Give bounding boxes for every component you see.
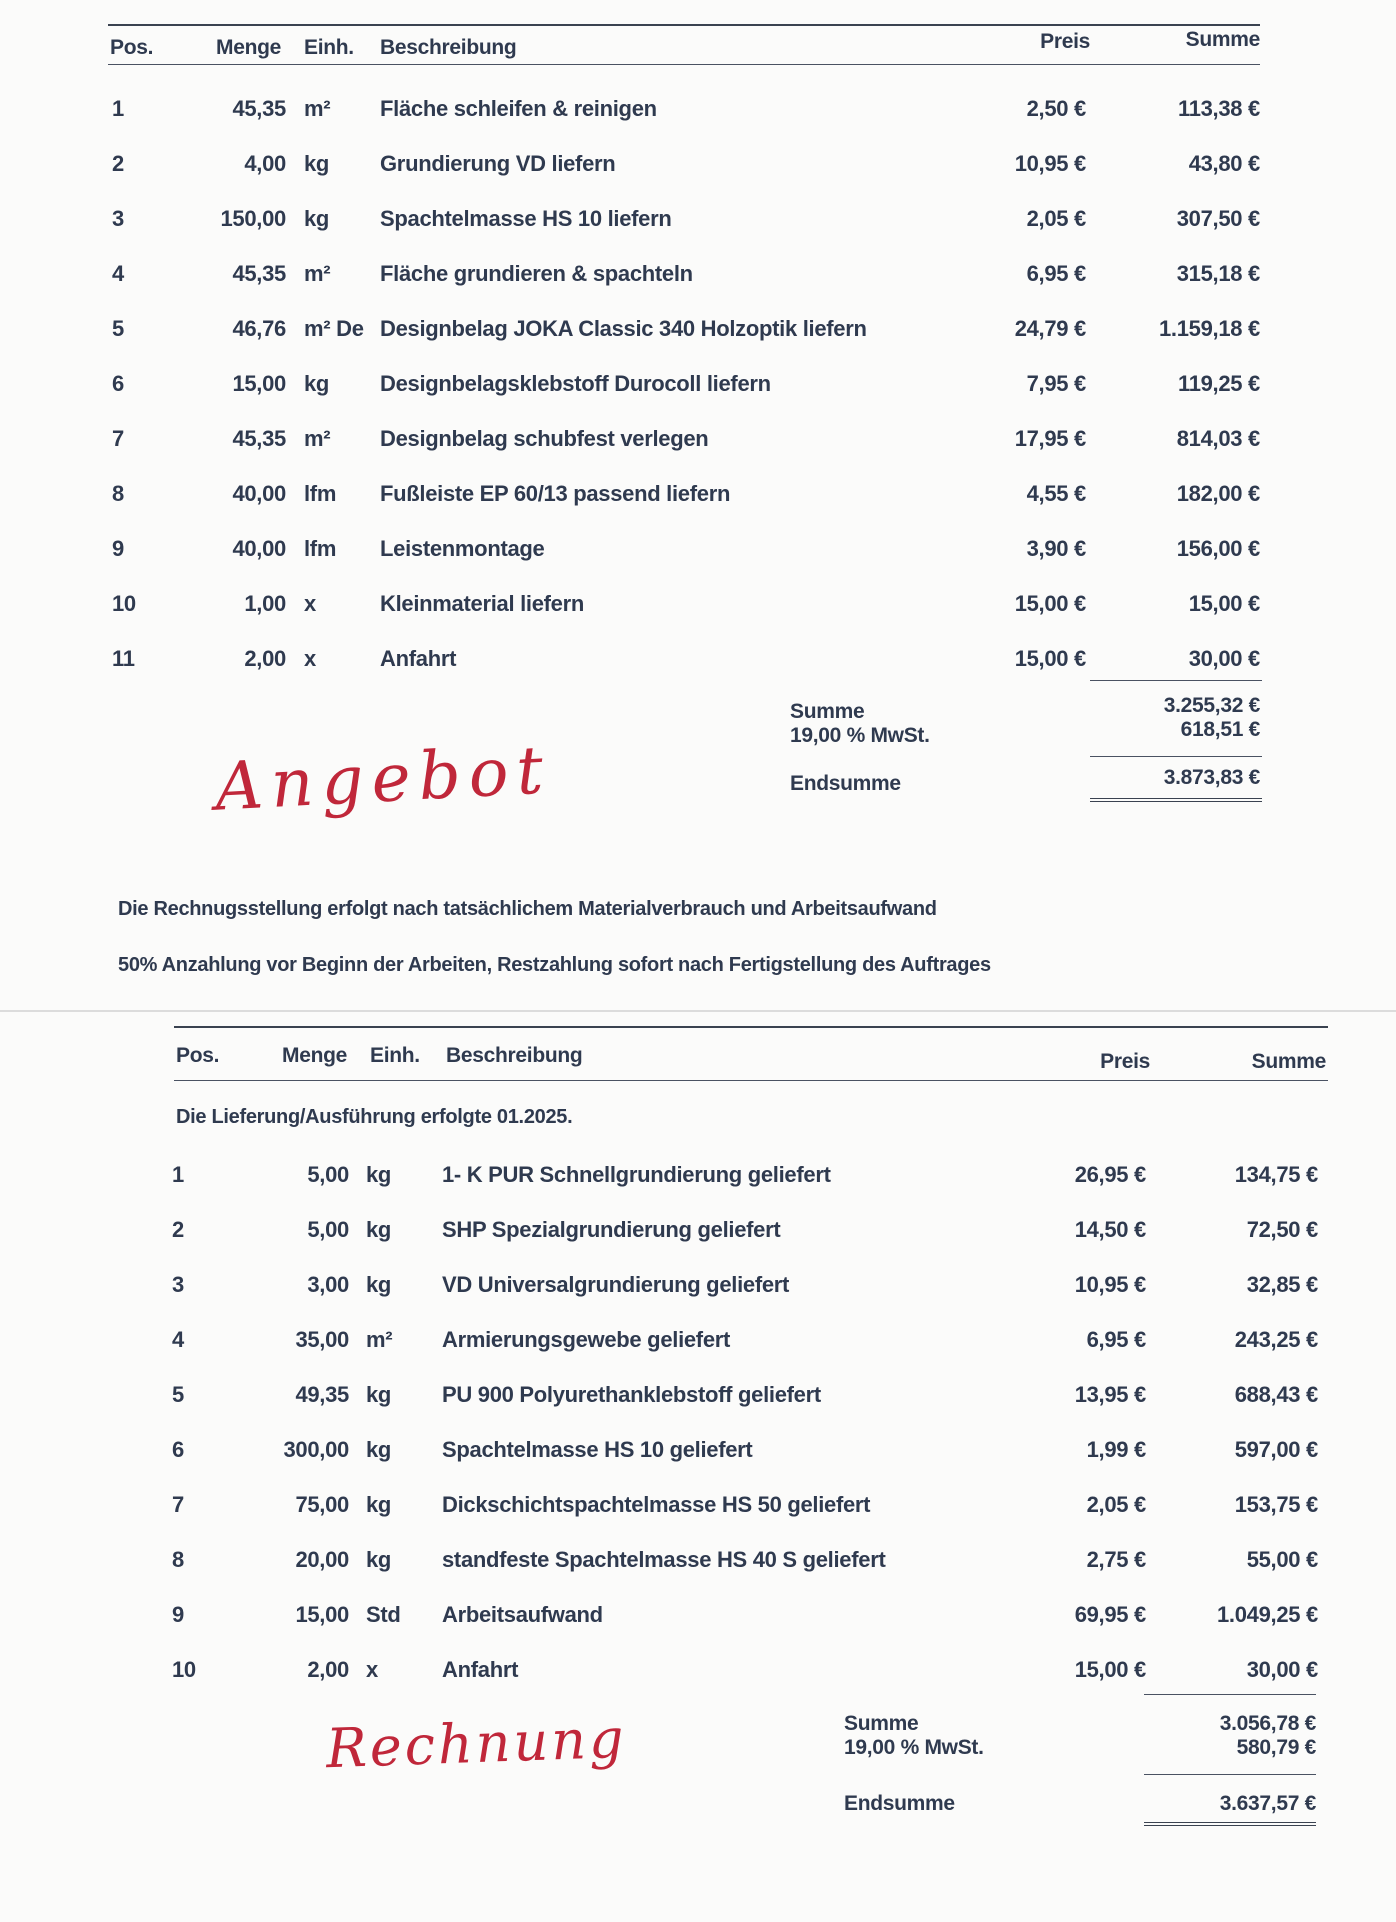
offer-cell-preis: 17,95 € xyxy=(1014,426,1086,451)
invoice-endsumme-value: 3.637,57 € xyxy=(1219,1792,1316,1815)
offer-cell-menge: 15,00 xyxy=(232,371,286,396)
offer-cell-beschreibung: Fläche grundieren & spachteln xyxy=(380,261,693,286)
offer-cell-pos: 6 xyxy=(112,371,124,396)
invoice-cell-einh: Std xyxy=(366,1602,401,1627)
offer-row xyxy=(0,426,1396,466)
offer-cell-summe: 182,00 € xyxy=(1176,481,1260,506)
offer-note-billing: Die Rechnugsstellung erfolgt nach tatsächlichem Materialverbrauch und Arbeitsaufwand xyxy=(118,898,937,920)
invoice-cell-pos: 5 xyxy=(172,1382,184,1407)
invoice-mwst-label: 19,00 % MwSt. xyxy=(844,1736,984,1759)
invoice-cell-menge: 2,00 xyxy=(307,1657,349,1682)
invoice-cell-einh: kg xyxy=(366,1272,392,1297)
invoice-header-einh: Einh. xyxy=(370,1044,420,1067)
offer-cell-beschreibung: Fläche schleifen & reinigen xyxy=(380,96,657,121)
offer-cell-summe: 113,38 € xyxy=(1177,96,1260,121)
invoice-cell-beschreibung: VD Universalgrundierung geliefert xyxy=(442,1272,790,1297)
offer-endsumme-label: Endsumme xyxy=(790,772,901,795)
invoice-cell-preis: 10,95 € xyxy=(1074,1272,1146,1297)
offer-cell-einh: kg xyxy=(304,151,330,176)
invoice-cell-einh: m² xyxy=(366,1327,393,1352)
offer-row xyxy=(0,206,1396,246)
offer-cell-summe: 15,00 € xyxy=(1188,591,1260,616)
invoice-cell-beschreibung: standfeste Spachtelmasse HS 40 S geliefert xyxy=(442,1547,886,1572)
offer-cell-preis: 15,00 € xyxy=(1014,591,1086,616)
offer-mwst-value: 618,51 € xyxy=(1180,718,1260,741)
invoice-cell-summe: 55,00 € xyxy=(1246,1547,1318,1572)
invoice-endsumme-double-rule xyxy=(1144,1822,1316,1826)
invoice-subtotal-rule xyxy=(1144,1694,1316,1695)
invoice-sheet xyxy=(0,1010,1396,1922)
offer-header-preis: Preis xyxy=(1040,30,1090,53)
invoice-cell-preis: 2,75 € xyxy=(1086,1547,1146,1572)
invoice-cell-preis: 26,95 € xyxy=(1074,1162,1146,1187)
invoice-cell-einh: kg xyxy=(366,1547,392,1572)
offer-mwst-label: 19,00 % MwSt. xyxy=(790,724,930,747)
offer-header-einh: Einh. xyxy=(304,36,354,59)
invoice-cell-einh: kg xyxy=(366,1437,392,1462)
invoice-summe-value: 3.056,78 € xyxy=(1219,1712,1316,1735)
offer-cell-beschreibung: Designbelag JOKA Classic 340 Holzoptik liefern xyxy=(380,316,867,341)
invoice-cell-beschreibung: SHP Spezialgrundierung geliefert xyxy=(442,1217,781,1242)
offer-cell-summe: 119,25 € xyxy=(1177,371,1260,396)
offer-cell-menge: 40,00 xyxy=(232,536,286,561)
offer-cell-einh: lfm xyxy=(304,481,337,506)
invoice-cell-menge: 300,00 xyxy=(283,1437,349,1462)
offer-cell-preis: 24,79 € xyxy=(1014,316,1086,341)
invoice-total-rule xyxy=(1144,1774,1316,1775)
offer-subtotal-rule xyxy=(1090,680,1262,681)
offer-cell-einh: x xyxy=(304,591,316,616)
invoice-cell-summe: 597,00 € xyxy=(1234,1437,1318,1462)
offer-cell-menge: 2,00 xyxy=(244,646,286,671)
offer-cell-beschreibung: Leistenmontage xyxy=(380,536,545,561)
invoice-cell-pos: 3 xyxy=(172,1272,184,1297)
invoice-header-bottom-rule xyxy=(174,1080,1328,1081)
offer-cell-beschreibung: Kleinmaterial liefern xyxy=(380,591,585,616)
invoice-cell-preis: 6,95 € xyxy=(1086,1327,1146,1352)
invoice-header-summe: Summe xyxy=(1251,1050,1326,1073)
invoice-cell-einh: kg xyxy=(366,1382,392,1407)
offer-cell-beschreibung: Anfahrt xyxy=(380,646,457,671)
invoice-cell-pos: 8 xyxy=(172,1547,184,1572)
invoice-row xyxy=(0,1602,1396,1642)
offer-header-summe: Summe xyxy=(1185,28,1260,51)
offer-cell-menge: 150,00 xyxy=(220,206,286,231)
offer-cell-summe: 156,00 € xyxy=(1176,536,1260,561)
offer-cell-einh: m² xyxy=(304,261,331,286)
offer-cell-einh: m² De xyxy=(304,316,364,341)
invoice-cell-summe: 32,85 € xyxy=(1246,1272,1318,1297)
invoice-header-menge: Menge xyxy=(282,1044,348,1067)
invoice-cell-menge: 20,00 xyxy=(295,1547,349,1572)
offer-cell-pos: 9 xyxy=(112,536,124,561)
offer-cell-einh: x xyxy=(304,646,316,671)
offer-cell-preis: 2,05 € xyxy=(1026,206,1086,231)
offer-header-menge: Menge xyxy=(216,36,282,59)
invoice-cell-summe: 243,25 € xyxy=(1234,1327,1318,1352)
invoice-mwst-value: 580,79 € xyxy=(1236,1736,1316,1759)
invoice-cell-menge: 35,00 xyxy=(295,1327,349,1352)
invoice-cell-einh: x xyxy=(366,1657,378,1682)
offer-cell-summe: 315,18 € xyxy=(1176,261,1260,286)
invoice-endsumme-label: Endsumme xyxy=(844,1792,955,1815)
offer-total-rule xyxy=(1090,756,1262,757)
offer-row xyxy=(0,481,1396,521)
offer-cell-menge: 1,00 xyxy=(244,591,286,616)
offer-cell-summe: 814,03 € xyxy=(1176,426,1260,451)
offer-header-beschreibung: Beschreibung xyxy=(380,36,517,59)
invoice-cell-beschreibung: Dickschichtspachtelmasse HS 50 geliefert xyxy=(442,1492,871,1517)
invoice-cell-preis: 1,99 € xyxy=(1086,1437,1146,1462)
invoice-cell-summe: 153,75 € xyxy=(1234,1492,1318,1517)
invoice-cell-beschreibung: 1- K PUR Schnellgrundierung geliefert xyxy=(442,1162,831,1187)
offer-cell-einh: m² xyxy=(304,96,331,121)
offer-cell-pos: 10 xyxy=(112,591,136,616)
invoice-row xyxy=(0,1657,1396,1697)
offer-cell-preis: 15,00 € xyxy=(1014,646,1086,671)
offer-header-bottom-rule xyxy=(108,64,1260,65)
offer-cell-preis: 4,55 € xyxy=(1026,481,1086,506)
invoice-cell-menge: 75,00 xyxy=(295,1492,349,1517)
offer-endsumme-double-rule xyxy=(1090,798,1262,802)
invoice-cell-pos: 1 xyxy=(172,1162,184,1187)
offer-cell-pos: 1 xyxy=(112,96,124,121)
offer-cell-pos: 4 xyxy=(112,261,124,286)
offer-cell-menge: 46,76 xyxy=(232,316,286,341)
invoice-cell-pos: 2 xyxy=(172,1217,184,1242)
invoice-cell-pos: 4 xyxy=(172,1327,184,1352)
invoice-table-header xyxy=(0,1044,1396,1084)
offer-cell-summe: 43,80 € xyxy=(1188,151,1260,176)
offer-cell-menge: 45,35 xyxy=(232,96,286,121)
invoice-cell-pos: 9 xyxy=(172,1602,184,1627)
offer-cell-preis: 2,50 € xyxy=(1026,96,1086,121)
invoice-cell-beschreibung: Anfahrt xyxy=(442,1657,519,1682)
offer-row xyxy=(0,151,1396,191)
invoice-cell-beschreibung: Armierungsgewebe geliefert xyxy=(442,1327,731,1352)
invoice-row xyxy=(0,1437,1396,1477)
offer-cell-preis: 7,95 € xyxy=(1026,371,1086,396)
invoice-cell-beschreibung: Spachtelmasse HS 10 geliefert xyxy=(442,1437,753,1462)
offer-cell-pos: 11 xyxy=(112,646,135,671)
invoice-cell-summe: 72,50 € xyxy=(1246,1217,1318,1242)
offer-cell-summe: 307,50 € xyxy=(1176,206,1260,231)
invoice-cell-beschreibung: Arbeitsaufwand xyxy=(442,1602,603,1627)
offer-cell-pos: 8 xyxy=(112,481,124,506)
offer-cell-einh: kg xyxy=(304,206,330,231)
offer-cell-einh: lfm xyxy=(304,536,337,561)
invoice-row xyxy=(0,1492,1396,1532)
offer-cell-pos: 7 xyxy=(112,426,124,451)
invoice-header-preis: Preis xyxy=(1100,1050,1150,1073)
offer-header-top-rule xyxy=(108,24,1260,26)
offer-summe-label: Summe xyxy=(790,700,865,723)
offer-cell-beschreibung: Designbelag schubfest verlegen xyxy=(380,426,709,451)
offer-row xyxy=(0,96,1396,136)
invoice-cell-menge: 49,35 xyxy=(295,1382,349,1407)
offer-row xyxy=(0,316,1396,356)
offer-cell-menge: 4,00 xyxy=(244,151,286,176)
offer-row xyxy=(0,591,1396,631)
invoice-cell-einh: kg xyxy=(366,1492,392,1517)
offer-cell-einh: m² xyxy=(304,426,331,451)
invoice-delivery-note: Die Lieferung/Ausführung erfolgte 01.2025. xyxy=(176,1106,573,1128)
invoice-cell-summe: 688,43 € xyxy=(1234,1382,1318,1407)
offer-cell-beschreibung: Fußleiste EP 60/13 passend liefern xyxy=(380,481,731,506)
invoice-cell-preis: 69,95 € xyxy=(1074,1602,1146,1627)
offer-cell-beschreibung: Designbelagsklebstoff Durocoll liefern xyxy=(380,371,771,396)
invoice-summe-label: Summe xyxy=(844,1712,919,1735)
offer-cell-pos: 5 xyxy=(112,316,124,341)
invoice-row xyxy=(0,1217,1396,1257)
offer-row xyxy=(0,536,1396,576)
offer-cell-summe: 1.159,18 € xyxy=(1159,316,1260,341)
offer-cell-preis: 3,90 € xyxy=(1026,536,1086,561)
invoice-cell-summe: 30,00 € xyxy=(1246,1657,1318,1682)
invoice-cell-menge: 5,00 xyxy=(307,1217,349,1242)
invoice-handwritten-label: Rechnung xyxy=(324,1706,628,1781)
offer-cell-beschreibung: Grundierung VD liefern xyxy=(380,151,616,176)
invoice-cell-menge: 3,00 xyxy=(307,1272,349,1297)
offer-cell-menge: 45,35 xyxy=(232,426,286,451)
invoice-cell-menge: 15,00 xyxy=(295,1602,349,1627)
offer-cell-pos: 2 xyxy=(112,151,124,176)
offer-cell-pos: 3 xyxy=(112,206,124,231)
offer-cell-menge: 40,00 xyxy=(232,481,286,506)
offer-row xyxy=(0,371,1396,411)
offer-cell-beschreibung: Spachtelmasse HS 10 liefern xyxy=(380,206,672,231)
offer-cell-einh: kg xyxy=(304,371,330,396)
invoice-header-pos: Pos. xyxy=(176,1044,220,1067)
offer-header-pos: Pos. xyxy=(110,36,154,59)
invoice-cell-einh: kg xyxy=(366,1217,392,1242)
offer-cell-summe: 30,00 € xyxy=(1188,646,1260,671)
invoice-row xyxy=(0,1547,1396,1587)
invoice-cell-preis: 13,95 € xyxy=(1074,1382,1146,1407)
invoice-header-top-rule xyxy=(174,1026,1328,1028)
invoice-cell-pos: 6 xyxy=(172,1437,184,1462)
invoice-cell-pos: 10 xyxy=(172,1657,196,1682)
invoice-row xyxy=(0,1272,1396,1312)
offer-cell-menge: 45,35 xyxy=(232,261,286,286)
offer-handwritten-label: Angebot xyxy=(213,731,553,826)
invoice-cell-einh: kg xyxy=(366,1162,392,1187)
invoice-cell-summe: 1.049,25 € xyxy=(1217,1602,1318,1627)
offer-note-payment: 50% Anzahlung vor Beginn der Arbeiten, Restzahlung sofort nach Fertigstellung des Auftrages xyxy=(118,954,991,976)
invoice-cell-pos: 7 xyxy=(172,1492,184,1517)
offer-cell-preis: 10,95 € xyxy=(1014,151,1086,176)
invoice-row xyxy=(0,1162,1396,1202)
invoice-row xyxy=(0,1382,1396,1422)
invoice-cell-preis: 15,00 € xyxy=(1074,1657,1146,1682)
offer-summe-value: 3.255,32 € xyxy=(1163,694,1260,717)
invoice-header-beschreibung: Beschreibung xyxy=(446,1044,583,1067)
invoice-cell-beschreibung: PU 900 Polyurethanklebstoff geliefert xyxy=(442,1382,821,1407)
invoice-cell-summe: 134,75 € xyxy=(1234,1162,1318,1187)
offer-endsumme-value: 3.873,83 € xyxy=(1163,766,1260,789)
offer-row xyxy=(0,261,1396,301)
invoice-cell-menge: 5,00 xyxy=(307,1162,349,1187)
invoice-row xyxy=(0,1327,1396,1367)
offer-table-header xyxy=(0,28,1396,76)
offer-cell-preis: 6,95 € xyxy=(1026,261,1086,286)
invoice-cell-preis: 2,05 € xyxy=(1086,1492,1146,1517)
invoice-cell-preis: 14,50 € xyxy=(1074,1217,1146,1242)
